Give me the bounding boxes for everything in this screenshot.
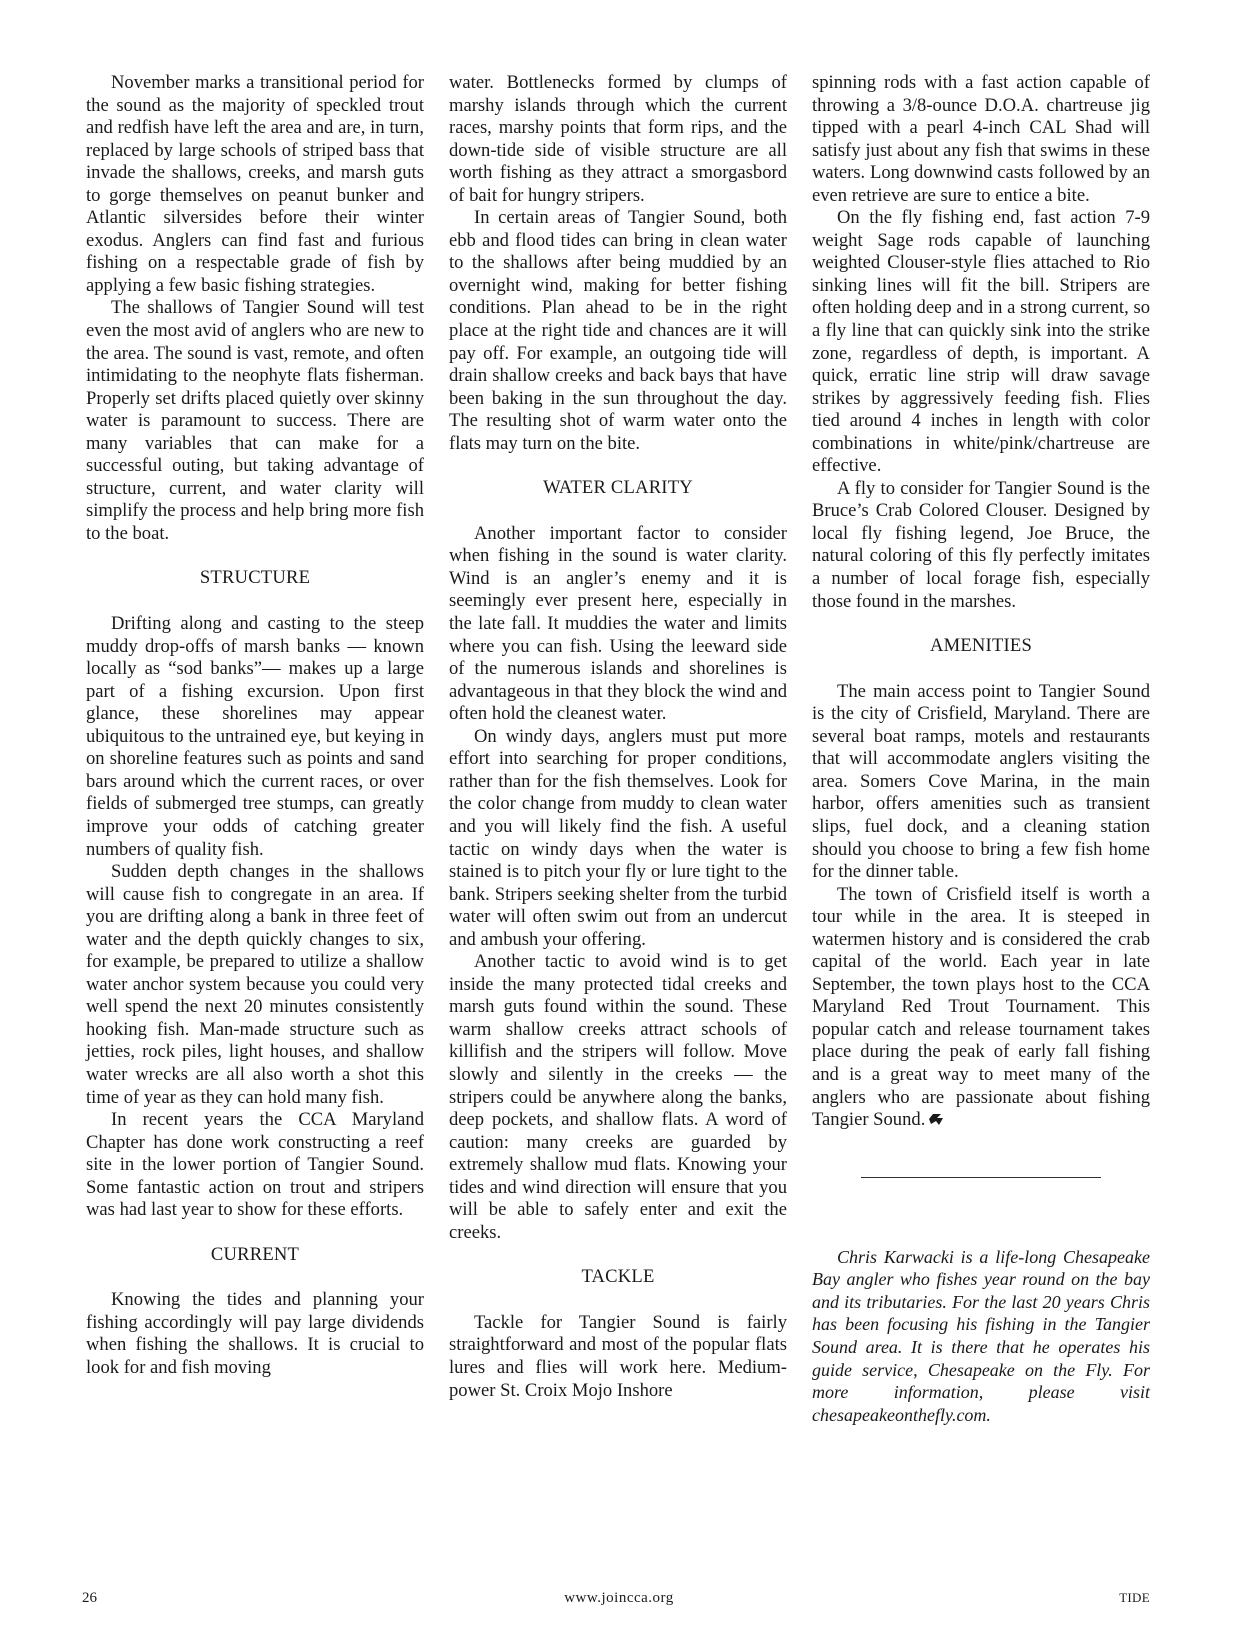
- section-divider: [861, 1177, 1101, 1178]
- author-bio: [812, 1246, 1150, 1427]
- section-heading-structure: STRUCTURE: [199, 567, 311, 589]
- paragraph: November marks a transitional period for the sound as the majority of speckled trout and redfish have left the area and are, in turn, replaced by large schools of striped bass that invade the shallows, creeks, and marsh guts to gorge themselves on peanut bunker and Atlantic silversides before their winter exodus. Anglers can find fast and furious fishing on a respectable grade of fish by applying a few basic fishing strategies.: [86, 72, 424, 296]
- footer-url: www.joincca.org: [564, 1590, 674, 1606]
- paragraph: In certain areas of Tangier Sound, both ebb and flood tides can bring in clean water to the shallows after being muddied by an overnight wind, making for better fishing conditions. Plan ahead to be in the right place at the right tide and chances are it will pay off. For example, an outgoing tide will drain shallow creeks and back bays that have been baking in the sun throughout the day. The resulting shot of warm water onto the flats may turn on the bite.: [449, 207, 787, 454]
- paragraph: In recent years the CCA Maryland Chapter has done work constructing a reef site in the lower portion of Tangier Sound. Some fantastic action on trout and stripers was had last year to show for these efforts.: [86, 1109, 424, 1221]
- section-heading-water-clarity: WATER CLARITY: [543, 477, 693, 499]
- paragraph: water. Bottlenecks formed by clumps of marshy islands through which the current races, marshy points that form rips, and the down-tide side of visible structure are all worth fishing as they attract a smorgasbord of bait for hungry stripers.: [449, 72, 787, 206]
- section-heading-tackle: TACKLE: [581, 1266, 655, 1288]
- paragraph-final: [812, 884, 1150, 1132]
- paragraph: The main access point to Tangier Sound is the city of Crisfield, Maryland. There are several boat ramps, motels and restaurants that will accommodate anglers visiting the area. Somers Cove Marina, in the main harbor, offers amenities such as transient slips, fuel dock, and a cleaning station should you choose to bring a few fish home for the dinner table.: [812, 680, 1150, 883]
- paragraph: Sudden depth changes in the shallows will cause fish to congregate in an area. If you are drifting along a bank in three feet of water and the depth quickly changes to six, for example, be prepared to utilize a shallow water anchor system because you could very well spend the next 20 minutes consistently hooking fish. Man-made structure such as jetties, rock piles, light houses, and shallow water wrecks are all also worth a shot this time of year as they can hold many fish.: [86, 861, 424, 1108]
- footer-magazine-name: TIDE: [1119, 1590, 1150, 1605]
- fish-end-mark-icon: [928, 1112, 944, 1126]
- paragraph: The shallows of Tangier Sound will test even the most avid of anglers who are new to the area. The sound is vast, remote, and often intimidating to the neophyte flats fisherman. Properly set drifts placed quietly over skinny water is paramount to success. There are many variables that can make for a successful outing, but taking advantage of structure, current, and water clarity will simplify the process and help bring more fish to the boat.: [86, 297, 424, 544]
- paragraph: Drifting along and casting to the steep muddy drop-offs of marsh banks — known locally as “sod banks”— makes up a large part of a fishing excursion. Upon first glance, these shorelines may appear ubiquitous to the untrained eye, but keying in on shoreline features such as points and sand bars around which the current races, or over fields of submerged tree stumps, can greatly improve your odds of catching greater numbers of quality fish.: [86, 613, 424, 860]
- paragraph: A fly to consider for Tangier Sound is the Bruce’s Crab Colored Clouser. Designed by local fly fishing legend, Joe Bruce, the natural coloring of this fly perfectly imitates a number of local forage fish, especially those found in the marshes.: [812, 477, 1150, 612]
- author-bio-text: Chris Karwacki is a life-long Chesapeake Bay angler who fishes year round on the bay and its tributaries. For the last 20 years Chris has been focusing his fishing in the Tangier Sound area. It is there that he operates his guide service, Chesapeake on the Fly. For more information, please visit chesapeakeonthefly.com.: [812, 1246, 1150, 1425]
- article-column-2: [449, 72, 787, 1402]
- section-heading-amenities: AMENITIES: [930, 635, 1032, 657]
- page-number: 26: [82, 1590, 97, 1606]
- article-column-1: [86, 72, 424, 1380]
- section-heading-current: CURRENT: [210, 1243, 300, 1265]
- paragraph: Knowing the tides and planning your fishing accordingly will pay large dividends when fishing the shallows. It is crucial to look for and fish moving: [86, 1289, 424, 1378]
- paragraph: Another tactic to avoid wind is to get inside the many protected tidal creeks and marsh guts found within the sound. These warm shallow creeks attract schools of killifish and the stripers will follow. Move slowly and silently in the creeks — the stripers could be anywhere along the banks, deep pockets, and shallow flats. A word of caution: many creeks are guarded by extremely shallow mud flats. Knowing your tides and wind direction will ensure that you will be able to safely enter and exit the creeks.: [449, 951, 787, 1243]
- paragraph: spinning rods with a fast action capable of throwing a 3/8-ounce D.O.A. chartreuse jig tipped with a pearl 4-inch CAL Shad will satisfy just about any fish that swims in these waters. Long downwind casts followed by an even retrieve are sure to entice a bite.: [812, 72, 1150, 206]
- article-column-3: [812, 72, 1150, 1426]
- paragraph: On windy days, anglers must put more effort into searching for proper conditions, rather than for the fish themselves. Look for the color change from muddy to clean water and you will likely find the fish. A useful tactic on windy days when the water is stained is to pitch your fly or lure tight to the bank. Stripers seeking shelter from the turbid water will often swim out from an undercut and ambush your offering.: [449, 725, 787, 950]
- paragraph-text: The town of Crisfield itself is worth a tour while in the area. It is steeped in watermen history and is considered the crab capital of the world. Each year in late September, the town plays host to the CCA Maryland Red Trout Tournament. This popular catch and release tournament takes place during the peak of early fall fishing and is a great way to meet many of the anglers who are passionate about fishing Tangier Sound.: [812, 883, 1150, 1131]
- paragraph: Another important factor to consider when fishing in the sound is water clarity. Wind is an angler’s enemy and it is seemingly ever present here, especially in the late fall. It muddies the water and limits where you can fish. Using the leeward side of the numerous islands and shorelines is advantageous in that they block the wind and often hold the cleanest water.: [449, 522, 787, 725]
- paragraph: Tackle for Tangier Sound is fairly straightforward and most of the popular flats lures and flies will work here. Medium-power St. Croix Mojo Inshore: [449, 1311, 787, 1401]
- paragraph: On the fly fishing end, fast action 7-9 weight Sage rods capable of launching weighted Clouser-style flies attached to Rio sinking lines will fit the bill. Stripers are often holding deep and in a strong current, so a fly line that can quickly sink into the strike zone, regardless of depth, is important. A quick, erratic line strip will draw savage strikes by aggressively feeding fish. Flies tied around 4 inches in length with color combinations in white/pink/chartreuse are effective.: [812, 207, 1150, 477]
